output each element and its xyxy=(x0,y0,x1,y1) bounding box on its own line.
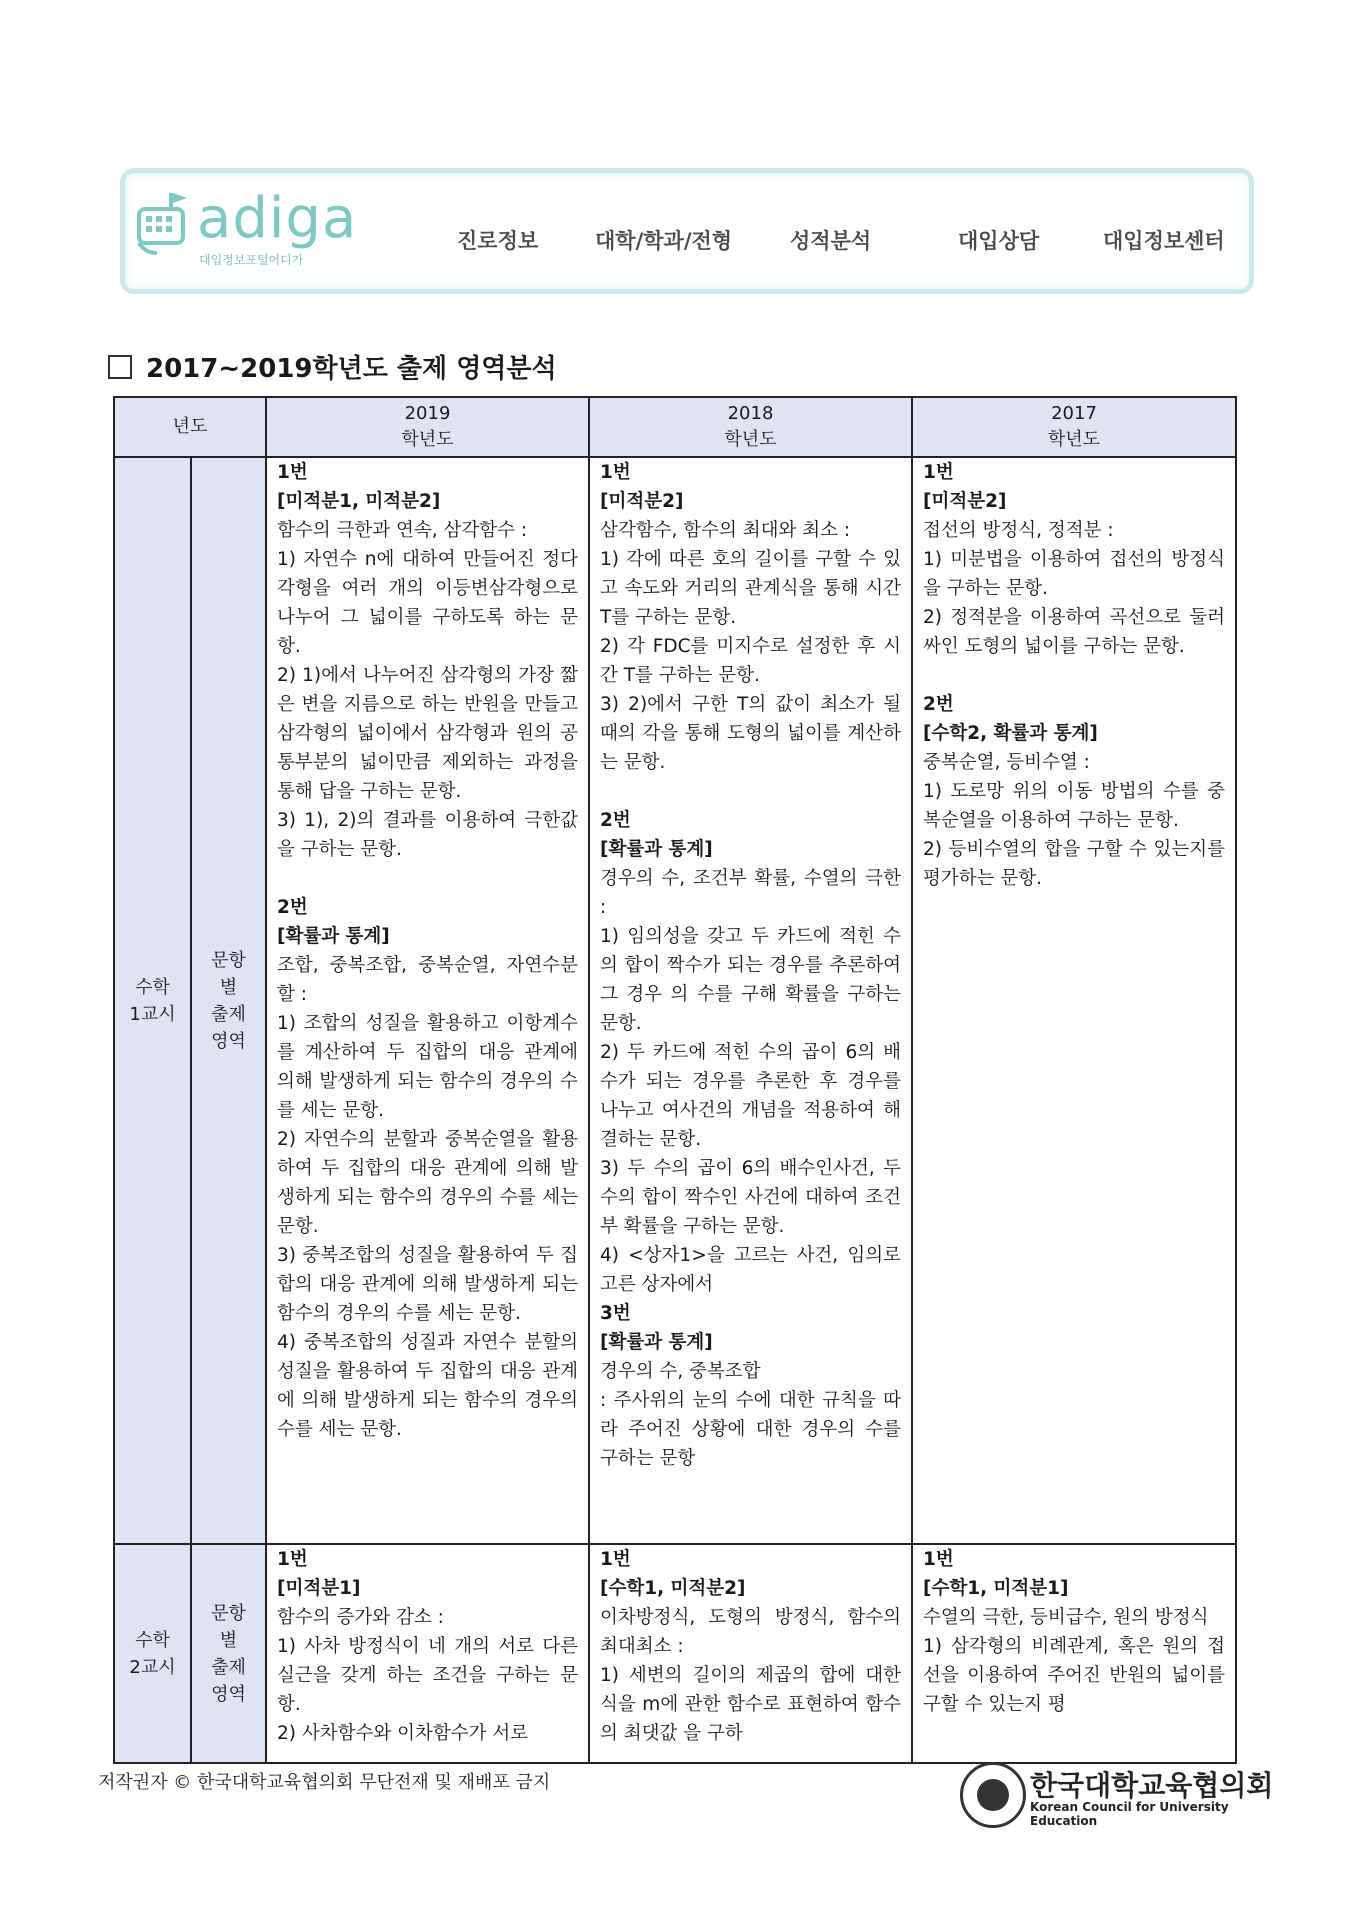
question-heading: 1번 xyxy=(277,462,308,483)
description-line: 1) 도로망 위의 이동 방법의 수를 중복순열을 이용하여 구하는 문항. xyxy=(923,781,1225,831)
header-year-2019: 2019 학년도 xyxy=(266,397,589,457)
question-heading: [미적분1, 미적분2] xyxy=(277,491,441,512)
description-line: 2) 1)에서 나누어진 삼각형의 가장 짧은 변을 지름으로 하는 반원을 만들고 삼각형의 넓이에서 삼각형과 원의 공통부분의 넓이만큼 제외하는 과정을 통해 답을 구하는 문항. xyxy=(277,665,578,802)
description-line: 중복순열, 등비수열 : xyxy=(923,752,1090,773)
cell-session1-2017 xyxy=(912,457,1236,1544)
session-label-1: 수학 1교시 xyxy=(114,457,191,1544)
description-line: 1) 각에 따른 호의 길이를 구할 수 있고 속도와 거리의 관계식을 통해 시간 T를 구하는 문항. xyxy=(600,549,901,628)
header-banner xyxy=(120,168,1254,294)
copyright-notice: 저작권자 © 한국대학교육협의회 무단전재 및 재배포 금지 xyxy=(98,1772,551,1793)
session-label-2: 수학 2교시 xyxy=(114,1544,191,1763)
question-heading: [확률과 통계] xyxy=(600,839,713,860)
description-line: 이차방정식, 도형의 방정식, 함수의 최대최소 : xyxy=(600,1607,901,1657)
cell-session1-2018 xyxy=(589,457,912,1544)
description-line: 2) 자연수의 분할과 중복순열을 활용하여 두 집합의 대응 관계에 의해 발생하게 되는 함수의 경우의 수를 세는 문항. xyxy=(277,1129,578,1237)
cell-session2-2018 xyxy=(589,1544,912,1763)
kcue-name-en: Korean Council for University Education xyxy=(1030,1800,1229,1828)
description-line: 3) 2)에서 구한 T의 값이 최소가 될 때의 각을 통해 도형의 넓이를 계산하는 문항. xyxy=(600,694,901,773)
question-heading: 1번 xyxy=(923,462,954,483)
description-line: 1) 자연수 n에 대하여 만들어진 정다각형을 여러 개의 이등변삼각형으로 나누어 그 넓이를 구하도록 하는 문항. xyxy=(277,549,578,657)
kcue-seal-icon xyxy=(960,1762,1026,1828)
description-line: 1) 삼각형의 비례관계, 혹은 원의 접선을 이용하여 주어진 반원의 넓이를 구할 수 있는지 평 xyxy=(923,1636,1225,1715)
description-line: 경우의 수, 중복조합 xyxy=(600,1361,761,1382)
cell-session2-2017 xyxy=(912,1544,1236,1763)
description-line: 1) 임의성을 갖고 두 카드에 적힌 수의 합이 짝수가 되는 경우를 추론하여 그 경우 의 수를 구해 확률을 구하는 문항. xyxy=(600,926,901,1034)
header-corner: 년도 xyxy=(114,397,266,457)
question-heading: [확률과 통계] xyxy=(277,926,390,947)
spacer xyxy=(600,777,901,806)
description-line: 4) <상자1>을 고르는 사건, 임의로 고른 상자에서 xyxy=(600,1245,901,1295)
description-line: 삼각함수, 함수의 최대와 최소 : xyxy=(600,520,851,541)
analysis-table xyxy=(113,396,1237,1764)
question-heading: [수학1, 미적분2] xyxy=(600,1578,746,1599)
question-heading: 2번 xyxy=(600,810,631,831)
description-line: 1) 조합의 성질을 활용하고 이항계수를 계산하여 두 집합의 대응 관계에 의해 발생하게 되는 함수의 경우의 수를 세는 문항. xyxy=(277,1013,578,1121)
description-line: 3) 1), 2)의 결과를 이용하여 극한값을 구하는 문항. xyxy=(277,810,578,860)
description-line: 2) 등비수열의 합을 구할 수 있는지를 평가하는 문항. xyxy=(923,839,1225,889)
description-line: 조합, 중복조합, 중복순열, 자연수분할 : xyxy=(277,955,578,1005)
description-line: 1) 세변의 길이의 제곱의 합에 대한 식을 m에 관한 함수로 표현하여 함수의 최댓값 을 구하 xyxy=(600,1665,901,1744)
description-line: 1) 사차 방정식이 네 개의 서로 다른 실근을 갖게 하는 조건을 구하는 문항. xyxy=(277,1636,578,1715)
description-line: 접선의 방정식, 정적분 : xyxy=(923,520,1114,541)
description-line: 2) 사차함수와 이차함수가 서로 xyxy=(277,1723,529,1744)
question-heading: 1번 xyxy=(600,1549,631,1570)
adiga-logo[interactable] xyxy=(135,187,365,273)
description-line: 경우의 수, 조건부 확률, 수열의 극한 : xyxy=(600,868,901,918)
header-year-2017: 2017 학년도 xyxy=(912,397,1236,457)
checkbox-square-icon xyxy=(108,355,132,379)
description-line: 함수의 증가와 감소 : xyxy=(277,1607,444,1628)
building-icon xyxy=(135,191,193,261)
description-line: 2) 정적분을 이용하여 곡선으로 둘러싸인 도형의 넓이를 구하는 문항. xyxy=(923,607,1225,657)
question-heading: 1번 xyxy=(600,462,631,483)
question-heading: 1번 xyxy=(277,1549,308,1570)
question-heading: 2번 xyxy=(277,897,308,918)
question-heading: [수학1, 미적분1] xyxy=(923,1578,1069,1599)
description-line: 수열의 극한, 등비급수, 원의 방정식 xyxy=(923,1607,1209,1628)
category-label-2: 문항 별 출제 영역 xyxy=(191,1544,266,1763)
question-heading: 3번 xyxy=(600,1303,631,1324)
nav-university-department[interactable]: 대학/학과/전형 xyxy=(595,229,733,253)
description-line: 1) 미분법을 이용하여 접선의 방정식을 구하는 문항. xyxy=(923,549,1225,599)
nav-admission-center[interactable]: 대입정보센터 xyxy=(1103,229,1225,253)
spacer xyxy=(923,661,1225,690)
description-line: 함수의 극한과 연속, 삼각함수 : xyxy=(277,520,528,541)
category-label-1: 문항 별 출제 영역 xyxy=(191,457,266,1544)
question-heading: [미적분1] xyxy=(277,1578,361,1599)
description-line: : 주사위의 눈의 수에 대한 규칙을 따라 주어진 상황에 대한 경우의 수를 구하는 문항 xyxy=(600,1390,901,1469)
nav-score-analysis[interactable]: 성적분석 xyxy=(790,229,872,253)
question-heading: [미적분2] xyxy=(600,491,684,512)
section-title: 2017~2019학년도 출제 영역분석 xyxy=(108,348,557,385)
description-line: 4) 중복조합의 성질과 자연수 분할의 성질을 활용하여 두 집합의 대응 관계에 의해 발생하게 되는 함수의 경우의 수를 세는 문항. xyxy=(277,1332,578,1440)
logo-subtitle: 대입정보포털어디가 xyxy=(199,253,304,267)
logo-wordmark: adiga xyxy=(197,186,358,251)
cell-session1-2019 xyxy=(266,457,589,1544)
spacer xyxy=(277,864,578,893)
question-heading: [미적분2] xyxy=(923,491,1007,512)
header-year-2018: 2018 학년도 xyxy=(589,397,912,457)
question-heading: 1번 xyxy=(923,1549,954,1570)
nav-admission-counsel[interactable]: 대입상담 xyxy=(958,229,1040,253)
nav-career-info[interactable]: 진로정보 xyxy=(457,229,539,253)
description-line: 2) 두 카드에 적힌 수의 곱이 6의 배수가 되는 경우를 추론한 후 경우를 나누고 여사건의 개념을 적용하여 해결하는 문항. xyxy=(600,1042,901,1150)
kcue-name-ko: 한국대학교육협의회 xyxy=(1030,1769,1274,1802)
question-heading: 2번 xyxy=(923,694,954,715)
cell-session2-2019 xyxy=(266,1544,589,1763)
description-line: 3) 두 수의 곱이 6의 배수인사건, 두 수의 합이 짝수인 사건에 대하여 조건부 확률을 구하는 문항. xyxy=(600,1158,901,1237)
description-line: 2) 각 FDC를 미지수로 설정한 후 시간 T를 구하는 문항. xyxy=(600,636,901,686)
question-heading: [수학2, 확률과 통계] xyxy=(923,723,1098,744)
question-heading: [확률과 통계] xyxy=(600,1332,713,1353)
description-line: 3) 중복조합의 성질을 활용하여 두 집합의 대응 관계에 의해 발생하게 되는 함수의 경우의 수를 세는 문항. xyxy=(277,1245,578,1324)
kcue-logo xyxy=(960,1762,1290,1832)
